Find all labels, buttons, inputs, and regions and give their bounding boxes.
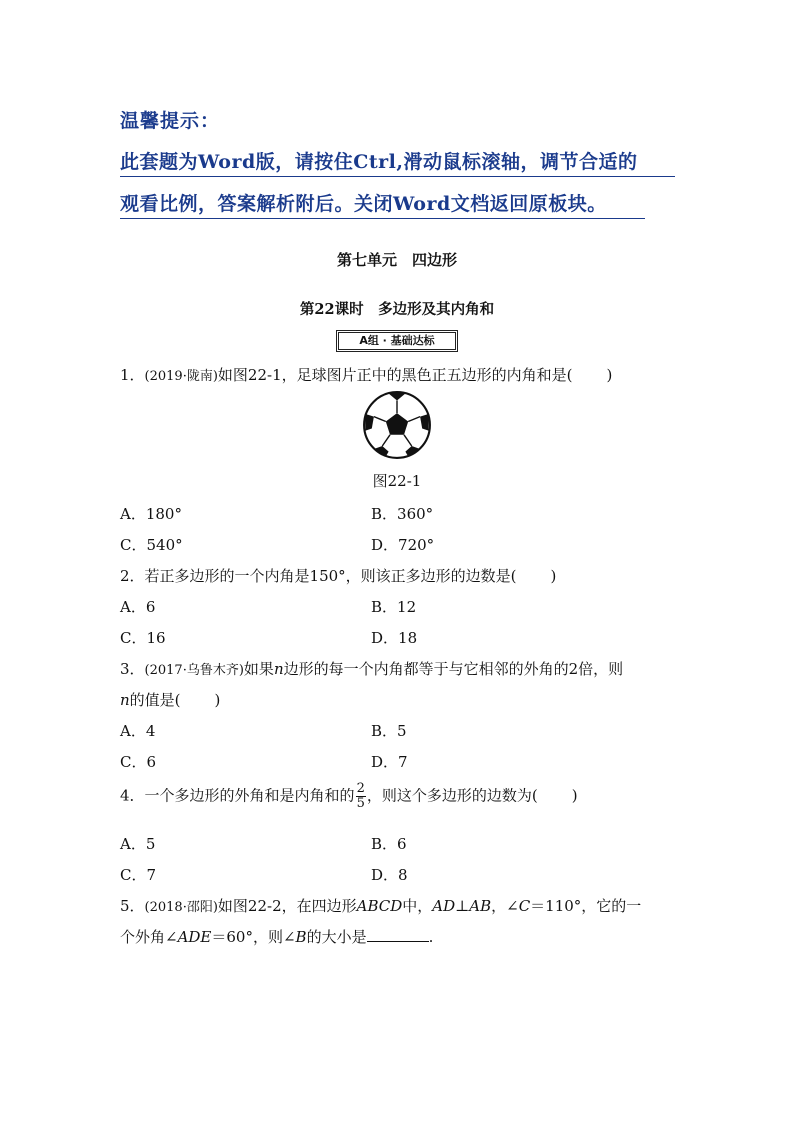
fraction-numerator: 2 bbox=[356, 781, 365, 796]
q4-option-d: D．8 bbox=[371, 866, 408, 884]
figure-caption: 图22-1 bbox=[372, 472, 422, 490]
question-source: (2019·陇南) bbox=[144, 369, 218, 384]
question-end: . bbox=[428, 928, 434, 946]
question-4 bbox=[120, 782, 578, 811]
question-text-b: ，则这个多边形的边数为( bbox=[366, 786, 538, 805]
question-source: (2017·乌鲁木齐) bbox=[144, 663, 244, 678]
question-source: (2018·邵阳) bbox=[144, 900, 218, 915]
question-text-d: ＝110°，它的一 bbox=[530, 897, 642, 915]
group-badge: A组 · 基础达标 bbox=[338, 332, 456, 350]
perp-ad-ab: AD⊥AB bbox=[432, 897, 492, 915]
q4-option-b: B．6 bbox=[371, 835, 407, 853]
q2-option-a: A．6 bbox=[120, 598, 156, 616]
q2-option-c: C．16 bbox=[120, 629, 166, 647]
question-text: 如图22-1，足球图片正中的黑色正五边形的内角和是( bbox=[217, 366, 573, 384]
question-number: 2． bbox=[120, 567, 145, 585]
question-text-e: 个外角∠ bbox=[120, 928, 178, 946]
question-text-a: 一个多边形的外角和是内角和的 bbox=[144, 786, 355, 805]
q1-option-d: D．720° bbox=[371, 536, 435, 554]
q1-option-a: A．180° bbox=[120, 505, 182, 523]
question-number: 1． bbox=[120, 366, 145, 384]
question-3-line-2 bbox=[120, 689, 220, 710]
answer-paren-close: ) bbox=[214, 691, 221, 709]
q4-option-c: C．7 bbox=[120, 866, 157, 884]
q3-option-a: A．4 bbox=[120, 722, 156, 740]
answer-paren-close: ) bbox=[550, 567, 557, 585]
angle-b: B bbox=[295, 928, 307, 946]
question-text-g: 的大小是 bbox=[306, 928, 367, 946]
q3-option-b: B．5 bbox=[371, 722, 407, 740]
angle-ade: ADE bbox=[177, 928, 212, 946]
variable-n: n bbox=[120, 691, 130, 709]
q2-option-d: D．18 bbox=[371, 629, 418, 647]
question-number: 3． bbox=[120, 660, 145, 678]
question-text-c: 的值是( bbox=[129, 691, 181, 709]
q4-option-a: A．5 bbox=[120, 835, 156, 853]
q1-option-c: C．540° bbox=[120, 536, 183, 554]
q3-option-c: C．6 bbox=[120, 753, 157, 771]
fraction-denominator: 5 bbox=[356, 796, 365, 811]
question-text-f: ＝60°，则∠ bbox=[211, 928, 296, 946]
question-number: 5． bbox=[120, 897, 145, 915]
question-text-b: 中， bbox=[402, 897, 433, 915]
soccer-ball-image bbox=[362, 390, 432, 460]
tip-line-2: 观看比例，答案解析附后。关闭Word文档返回原板块。 bbox=[120, 189, 645, 219]
lesson-title: 第22课时 多边形及其内角和 bbox=[299, 301, 495, 318]
tip-line-1: 此套题为Word版，请按住Ctrl,滑动鼠标滚轴，调节合适的 bbox=[120, 147, 675, 177]
question-5-line-2 bbox=[120, 926, 433, 947]
fraction bbox=[356, 782, 366, 811]
answer-paren-close: ) bbox=[571, 786, 578, 805]
tip-title: 温馨提示： bbox=[120, 110, 221, 132]
question-text-a: 如果 bbox=[243, 660, 274, 678]
question-text-b: 边形的每一个内角都等于与它相邻的外角的2倍，则 bbox=[283, 660, 624, 678]
question-3 bbox=[120, 658, 623, 679]
quad-abcd: ABCD bbox=[356, 897, 403, 915]
question-text: 若正多边形的一个内角是150°，则该正多边形的边数是( bbox=[144, 567, 517, 585]
question-number: 4． bbox=[120, 786, 145, 805]
unit-title: 第七单元 四边形 bbox=[336, 251, 457, 269]
answer-blank[interactable] bbox=[367, 927, 429, 942]
angle-c: C bbox=[518, 897, 531, 915]
q3-option-d: D．7 bbox=[371, 753, 408, 771]
question-2 bbox=[120, 565, 556, 586]
q1-option-b: B．360° bbox=[371, 505, 434, 523]
answer-paren-close: ) bbox=[606, 366, 613, 384]
variable-n: n bbox=[273, 660, 284, 678]
question-1 bbox=[120, 364, 612, 385]
question-text-a: 如图22-2，在四边形 bbox=[217, 897, 357, 915]
question-text-c: ，∠ bbox=[491, 897, 519, 915]
question-5 bbox=[120, 895, 641, 916]
q2-option-b: B．12 bbox=[371, 598, 417, 616]
